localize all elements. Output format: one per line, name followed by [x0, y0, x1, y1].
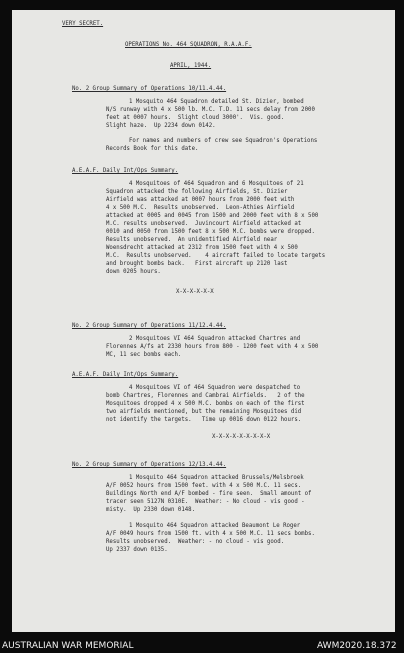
text-line: down 0205 hours. [106, 269, 161, 275]
document-page [12, 10, 395, 632]
text-line: N/S runway with 4 x 500 lb. M.C. T.D. 11 secs delay from 2000 [106, 107, 315, 113]
section-divider: X-X-X-X-X-X [176, 289, 214, 295]
text-line: 4 Mosquitoes VI of 464 Squadron were despatched to [129, 385, 301, 391]
text-line: Woensdrecht attacked at 2312 from 1500 feet with 4 x 500 [106, 245, 298, 251]
text-line: 0010 and 0050 from 1500 feet 8 x 500 M.C. bombs were dropped. [106, 229, 315, 235]
section-heading: No. 2 Group Summary of Operations 10/11.4.44. [72, 86, 227, 92]
text-line: 1 Mosquito 464 Squadron attacked Beaumont Le Roger [129, 523, 301, 529]
text-line: Results unobserved. Weather: - no cloud - vis good. [106, 539, 285, 545]
text-line: Mosquitoes dropped 4 x 500 M.C. bombs on each of the first [106, 401, 305, 407]
classification-heading: VERY SECRET. [62, 21, 104, 27]
text-line: For names and numbers of crew see Squadron's Operations [129, 138, 318, 144]
text-line: Records Book for this date. [106, 146, 199, 152]
document-title: OPERATIONS No. 464 SQUADRON, R.A.A.F. [125, 42, 252, 48]
archive-footer [0, 639, 404, 653]
text-line: misty. Up 2330 down 0148. [106, 507, 196, 513]
section-heading: A.E.A.F. Daily Int/Ops Summary. [72, 168, 179, 174]
text-line: feet at 0007 hours. Slight cloud 3000'. Vis. good. [106, 115, 285, 121]
footer-institution: AUSTRALIAN WAR MEMORIAL [2, 641, 134, 651]
text-line: Slight haze. Up 2234 down 0142. [106, 123, 216, 129]
section-heading: A.E.A.F. Daily Int/Ops Summary. [72, 372, 179, 378]
section-heading: No. 2 Group Summary of Operations 11/12.4.44. [72, 323, 227, 329]
text-line: Results unobserved. An unidentified Airfield near [106, 237, 278, 243]
text-line: attacked at 0005 and 0045 from 1500 and 2000 feet with 8 x 500 [106, 213, 319, 219]
text-line: Buildings North end A/F bombed - fire seen. Small amount of [106, 491, 312, 497]
footer-accession-number: AWM2020.18.372 [317, 641, 397, 651]
text-line: Florennes A/fs at 2330 hours from 800 - 1200 feet with 4 x 500 [106, 344, 319, 350]
document-month: APRIL, 1944. [170, 63, 212, 69]
text-line: bomb Chartres, Florennes and Cambrai Airfields. 2 of the [106, 393, 305, 399]
text-line: A/F 0052 hours from 1500 feet. with 4 x 500 M.C. 11 secs. [106, 483, 302, 489]
text-line: two airfields mentioned, but the remaining Mosquitoes did [106, 409, 302, 415]
text-line: Up 2337 down 0135. [106, 547, 168, 553]
text-line: 1 Mosquito 464 Squadron detailed St. Dizier, bombed [129, 99, 304, 105]
text-line: tracer seen 5127N 0310E. Weather: - No cloud - vis good - [106, 499, 305, 505]
text-line: M.C. Results unobserved. 4 aircraft failed to locate targets [106, 253, 326, 259]
text-line: 2 Mosquitoes VI 464 Squadron attacked Chartres and [129, 336, 301, 342]
text-line: A/F 0049 hours from 1500 ft. with 4 x 500 M.C. 11 secs bombs. [106, 531, 315, 537]
text-line: Squadron attacked the following Airfields, St. Dizier [106, 189, 288, 195]
section-heading: No. 2 Group Summary of Operations 12/13.4.44. [72, 462, 227, 468]
text-line: 1 Mosquito 464 Squadron attacked Brussels/Melsbroek [129, 475, 304, 481]
section-divider: X-X-X-X-X-X-X-X-X [212, 434, 271, 440]
text-line: M.C. results unobserved. Juvincourt Airfield attacked at [106, 221, 302, 227]
text-line: 4 Mosquitoes of 464 Squadron and 6 Mosquitoes of 21 [129, 181, 304, 187]
text-line: Airfield was attacked at 0007 hours from 2000 feet with [106, 197, 295, 203]
text-line: and brought bombs back. First aircraft up 2120 last [106, 261, 288, 267]
text-line: 4 x 500 M.C. Results unobserved. Leon-Athies Airfield [106, 205, 295, 211]
text-line: MC, 11 sec bombs each. [106, 352, 182, 358]
text-line: not identify the targets. Time up 0016 down 0122 hours. [106, 417, 302, 423]
